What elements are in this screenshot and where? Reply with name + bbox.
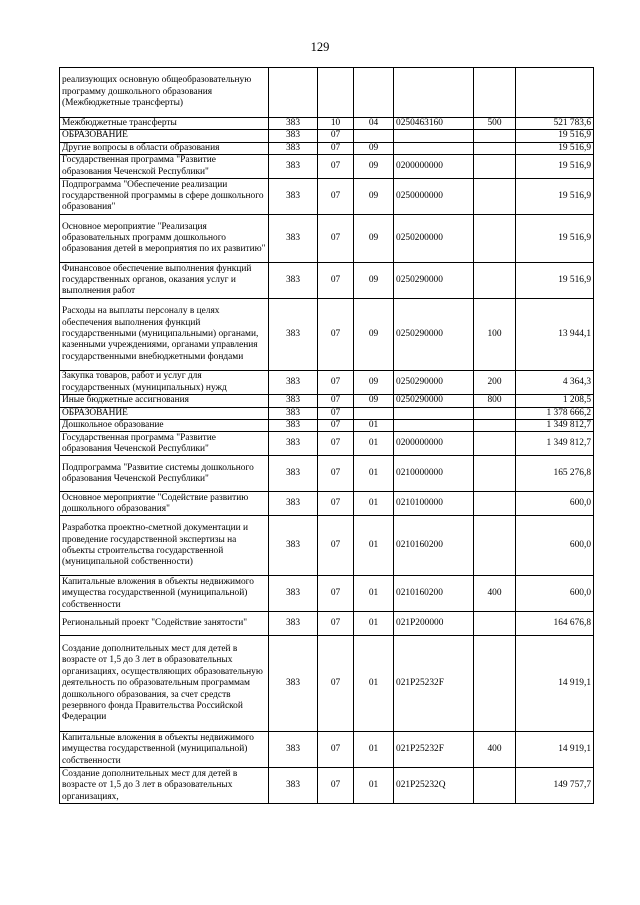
vr-code [474,155,516,179]
vr-code: 800 [474,395,516,407]
sum-value: 1 208,5 [516,395,594,407]
csr-code: 021P25232F [394,732,474,768]
podrazdel-code: 01 [354,432,394,456]
table-row [60,130,594,142]
podrazdel-code: 01 [354,456,394,492]
row-name: Капитальные вложения в объекты недвижимого имущества государственной (муниципальной) собственности [60,576,269,612]
sum-value: 13 944,1 [516,299,594,371]
sum-value: 19 516,9 [516,263,594,299]
row-name: Государственная программа "Развитие образования Чеченской Республики" [60,155,269,179]
ved-code: 383 [269,371,318,395]
table-row [60,732,594,768]
row-name: Иные бюджетные ассигнования [60,395,269,407]
razdel-code: 07 [318,432,354,456]
row-name: Капитальные вложения в объекты недвижимого имущества государственной (муниципальной) собственности [60,732,269,768]
vr-code [474,179,516,215]
vr-code: 200 [474,371,516,395]
table-row [60,371,594,395]
table-row [60,299,594,371]
sum-value: 165 276,8 [516,456,594,492]
table-row [60,612,594,636]
razdel-code: 07 [318,263,354,299]
vr-code [474,68,516,118]
vr-code [474,130,516,142]
podrazdel-code: 01 [354,612,394,636]
vr-code [474,636,516,732]
sum-value: 19 516,9 [516,215,594,263]
podrazdel-code: 09 [354,142,394,154]
podrazdel-code [354,68,394,118]
vr-code: 400 [474,732,516,768]
sum-value: 19 516,9 [516,179,594,215]
table-row [60,215,594,263]
razdel-code: 07 [318,492,354,516]
podrazdel-code: 09 [354,179,394,215]
table-row [60,68,594,118]
podrazdel-code: 04 [354,118,394,130]
razdel-code: 07 [318,299,354,371]
podrazdel-code: 01 [354,636,394,732]
vr-code: 400 [474,576,516,612]
podrazdel-code: 09 [354,395,394,407]
vr-code: 100 [474,299,516,371]
vr-code [474,215,516,263]
csr-code: 0250290000 [394,263,474,299]
csr-code [394,68,474,118]
row-name: Дошкольное образование [60,420,269,432]
vr-code [474,768,516,804]
row-name: ОБРАЗОВАНИЕ [60,407,269,419]
sum-value: 164 676,8 [516,612,594,636]
podrazdel-code: 01 [354,732,394,768]
ved-code: 383 [269,263,318,299]
csr-code: 0250463160 [394,118,474,130]
razdel-code: 07 [318,215,354,263]
vr-code [474,142,516,154]
sum-value: 19 516,9 [516,142,594,154]
budget-table [59,67,594,804]
csr-code: 0250290000 [394,299,474,371]
ved-code: 383 [269,612,318,636]
row-name: Создание дополнительных мест для детей в возрасте от 1,5 до 3 лет в образовательных организациях, [60,768,269,804]
vr-code: 500 [474,118,516,130]
table-row [60,768,594,804]
sum-value: 19 516,9 [516,155,594,179]
razdel-code: 07 [318,142,354,154]
vr-code [474,456,516,492]
ved-code: 383 [269,118,318,130]
sum-value: 600,0 [516,492,594,516]
table-row [60,636,594,732]
razdel-code: 07 [318,371,354,395]
csr-code: 021P25232F [394,636,474,732]
vr-code [474,516,516,576]
table-row [60,263,594,299]
table-row [60,118,594,130]
csr-code [394,142,474,154]
csr-code: 0250200000 [394,215,474,263]
row-name: Подпрограмма "Развитие системы дошкольного образования Чеченской Республики" [60,456,269,492]
table-row [60,432,594,456]
vr-code [474,420,516,432]
row-name: Государственная программа "Развитие образования Чеченской Республики" [60,432,269,456]
table-row [60,576,594,612]
vr-code [474,612,516,636]
ved-code: 383 [269,492,318,516]
table-row [60,456,594,492]
podrazdel-code: 01 [354,420,394,432]
razdel-code: 07 [318,516,354,576]
razdel-code: 07 [318,576,354,612]
sum-value: 4 364,3 [516,371,594,395]
podrazdel-code: 01 [354,516,394,576]
podrazdel-code: 09 [354,155,394,179]
row-name: Региональный проект "Содействие занятости" [60,612,269,636]
row-name: Создание дополнительных мест для детей в возрасте от 1,5 до 3 лет в образовательных организациях, осуществляющих образовательную деятельность по образовательным программам дошкольного образования, за счет средств резервного фонда Правительства Российской Федерации [60,636,269,732]
razdel-code [318,68,354,118]
csr-code: 0210160200 [394,576,474,612]
csr-code: 0200000000 [394,432,474,456]
sum-value: 149 757,7 [516,768,594,804]
csr-code [394,407,474,419]
sum-value: 1 349 812,7 [516,420,594,432]
razdel-code: 07 [318,456,354,492]
table-row [60,179,594,215]
table-row [60,420,594,432]
csr-code: 0250000000 [394,179,474,215]
razdel-code: 10 [318,118,354,130]
ved-code: 383 [269,142,318,154]
ved-code: 383 [269,576,318,612]
ved-code: 383 [269,179,318,215]
podrazdel-code: 01 [354,492,394,516]
row-name: Основное мероприятие "Реализация образовательных программ дошкольного образования детей в мероприятия по их развитию" [60,215,269,263]
podrazdel-code: 01 [354,576,394,612]
row-name: Закупка товаров, работ и услуг для государственных (муниципальных) нужд [60,371,269,395]
row-name: реализующих основную общеобразовательную программу дошкольного образования (Межбюджетные трансферты) [60,68,269,118]
razdel-code: 07 [318,768,354,804]
vr-code [474,432,516,456]
razdel-code: 07 [318,130,354,142]
csr-code: 021P25232Q [394,768,474,804]
ved-code: 383 [269,395,318,407]
razdel-code: 07 [318,420,354,432]
table-row [60,395,594,407]
csr-code [394,420,474,432]
vr-code [474,492,516,516]
ved-code: 383 [269,215,318,263]
csr-code: 0250290000 [394,395,474,407]
table-row [60,155,594,179]
ved-code: 383 [269,432,318,456]
sum-value: 14 919,1 [516,636,594,732]
sum-value: 1 349 812,7 [516,432,594,456]
csr-code: 0210000000 [394,456,474,492]
sum-value: 14 919,1 [516,732,594,768]
table-row [60,407,594,419]
podrazdel-code [354,407,394,419]
csr-code: 0250290000 [394,371,474,395]
ved-code: 383 [269,516,318,576]
sum-value: 600,0 [516,576,594,612]
podrazdel-code: 01 [354,768,394,804]
table-row [60,492,594,516]
ved-code: 383 [269,732,318,768]
razdel-code: 07 [318,179,354,215]
vr-code [474,263,516,299]
row-name: Основное мероприятие "Содействие развитию дошкольного образования" [60,492,269,516]
razdel-code: 07 [318,407,354,419]
table-row [60,516,594,576]
ved-code: 383 [269,407,318,419]
ved-code: 383 [269,768,318,804]
ved-code [269,68,318,118]
ved-code: 383 [269,299,318,371]
ved-code: 383 [269,130,318,142]
razdel-code: 07 [318,155,354,179]
razdel-code: 07 [318,395,354,407]
row-name: ОБРАЗОВАНИЕ [60,130,269,142]
row-name: Расходы на выплаты персоналу в целях обеспечения выполнения функций государственными (муниципальными) органами, казенными учреждениями, органами управления государственными внебюджетными фондами [60,299,269,371]
ved-code: 383 [269,155,318,179]
row-name: Финансовое обеспечение выполнения функций государственных органов, оказания услуг и выполнения работ [60,263,269,299]
podrazdel-code: 09 [354,299,394,371]
sum-value [516,68,594,118]
csr-code: 0200000000 [394,155,474,179]
razdel-code: 07 [318,636,354,732]
table-row [60,142,594,154]
sum-value: 521 783,6 [516,118,594,130]
sum-value: 600,0 [516,516,594,576]
podrazdel-code: 09 [354,215,394,263]
ved-code: 383 [269,636,318,732]
ved-code: 383 [269,420,318,432]
row-name: Другие вопросы в области образования [60,142,269,154]
ved-code: 383 [269,456,318,492]
podrazdel-code [354,130,394,142]
podrazdel-code: 09 [354,371,394,395]
csr-code [394,130,474,142]
row-name: Межбюджетные трансферты [60,118,269,130]
sum-value: 1 378 666,2 [516,407,594,419]
razdel-code: 07 [318,612,354,636]
csr-code: 0210100000 [394,492,474,516]
csr-code: 0210160200 [394,516,474,576]
razdel-code: 07 [318,732,354,768]
page-number: 129 [310,40,330,54]
podrazdel-code: 09 [354,263,394,299]
row-name: Подпрограмма "Обеспечение реализации государственной программы в сфере дошкольного образования" [60,179,269,215]
sum-value: 19 516,9 [516,130,594,142]
vr-code [474,407,516,419]
row-name: Разработка проектно-сметной документации и проведение государственной экспертизы на объекты строительства государственной (муниципальной собственности) [60,516,269,576]
csr-code: 021P200000 [394,612,474,636]
